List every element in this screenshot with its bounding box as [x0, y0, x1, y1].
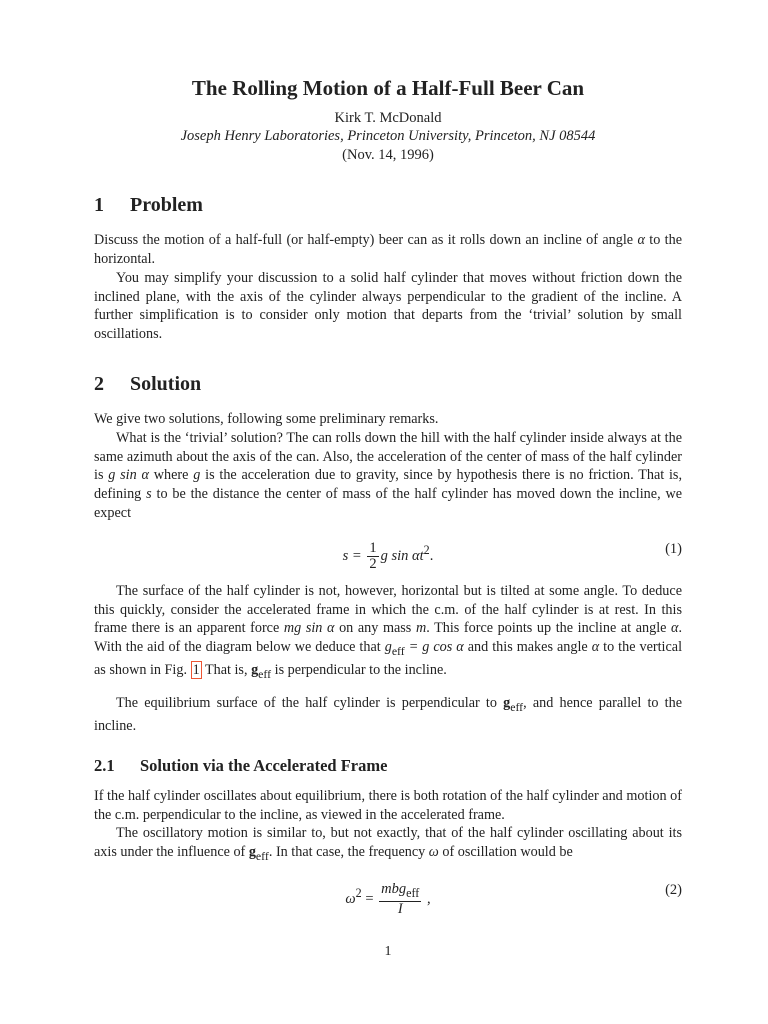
- paragraph-trivial-solution: [94, 429, 682, 523]
- equation-body: [94, 882, 682, 917]
- text-run: of oscillation would be: [442, 843, 573, 860]
- math-symbol: g: [193, 467, 201, 484]
- equals-sign: =: [361, 890, 374, 907]
- paragraph-solution-intro: We give two solutions, following some preliminary remarks.: [94, 411, 439, 427]
- section-title: Problem: [130, 194, 203, 216]
- paper-date: (Nov. 14, 1996): [342, 147, 434, 163]
- subscript: eff: [258, 666, 272, 681]
- fraction-numerator: 1: [369, 540, 377, 556]
- paper-title: The Rolling Motion of a Half-Full Beer Can: [191, 76, 585, 100]
- text-run: The surface of the half cylinder is not, however, horizontal but is tilted at some angle. To deduce this quickly, consider the accelerated frame in which the c.m. of the half cylinder is at rest. In this frame there is an apparent force: [94, 583, 682, 637]
- text-run: What is the ‘trivial’ solution? The can rolls down the hill with the half cylinder inside always at the same azimuth about the axis of the can. Also, the acceleration of the center of mass of the half cylinder is: [94, 430, 682, 484]
- paper-page: [94, 0, 682, 1024]
- text-run: is the acceleration due to gravity, since by hypothesis there is no friction. That is, defining: [94, 467, 682, 503]
- paragraph-oscillation: If the half cylinder oscillates about equilibrium, there is both rotation of the half cylinder and motion of the c.m. perpendicular to the incline, as viewed in the accelerated frame.: [94, 788, 682, 823]
- fraction-denominator: I: [397, 900, 403, 917]
- equation-lhs: s =: [342, 547, 362, 564]
- equation-1: [94, 531, 682, 571]
- equation-tail: .: [429, 547, 434, 564]
- subscript: eff: [510, 699, 524, 714]
- equation-number: (1): [665, 541, 682, 557]
- equation-tail: ,: [423, 890, 431, 907]
- author-name: Kirk T. McDonald: [334, 110, 442, 126]
- math-symbol: ω: [428, 843, 439, 860]
- page-number: 1: [384, 944, 392, 959]
- text-run: . With the aid of the diagram below we deduce that: [94, 620, 683, 656]
- section-heading-solution: [94, 373, 201, 396]
- text-run: to the vertical as shown in Fig.: [94, 639, 683, 678]
- math-symbol: s: [146, 486, 152, 503]
- figure-reference-link[interactable]: 1: [192, 661, 200, 678]
- section-title: Solution: [130, 373, 202, 395]
- math-symbol: g: [384, 639, 392, 656]
- math-symbol: α: [637, 232, 645, 248]
- subscript: eff: [255, 848, 269, 863]
- text-run: The equilibrium surface of the half cylinder is perpendicular to: [116, 695, 497, 711]
- text-run: The oscillatory motion is similar to, but not exactly, that of the half cylinder oscillating about its axis under the influence of: [94, 825, 682, 860]
- math-symbol: α: [591, 639, 600, 656]
- math-symbol: g sin α: [108, 467, 149, 484]
- fraction: [367, 541, 378, 572]
- paragraph-oscillatory-motion: [94, 824, 682, 865]
- text-run: and this makes angle: [467, 639, 588, 656]
- text-run: , and hence parallel to the incline.: [94, 695, 682, 734]
- math-symbol: mg sin α: [283, 620, 335, 637]
- math-symbol: = g cos α: [404, 639, 464, 656]
- paragraph-problem-2: You may simplify your discussion to a solid half cylinder that moves without friction down the inclined plane, with the axis of the cylinder always perpendicular to the gradient of the incline. A further simplification is to consider only motion that departs from the ‘trivial’ solution by small oscillations.: [94, 270, 682, 343]
- superscript: 2: [355, 885, 362, 900]
- superscript: 2: [423, 543, 430, 557]
- text-run: is perpendicular to the incline.: [274, 661, 447, 678]
- math-symbol: m: [415, 620, 427, 637]
- text-run: Discuss the motion of a half-full (or half-empty) beer can as it rolls down an incline of angle: [94, 232, 634, 248]
- section-heading-problem: [94, 194, 203, 217]
- subscript: eff: [391, 643, 405, 658]
- equation-lhs: ω: [345, 890, 356, 907]
- math-symbol: α: [671, 620, 679, 637]
- equation-number: (2): [665, 882, 682, 898]
- subscript: eff: [406, 885, 420, 900]
- fraction: [379, 882, 421, 917]
- subsection-title: Solution via the Accelerated Frame: [140, 756, 388, 775]
- author-affiliation: Joseph Henry Laboratories, Princeton University, Princeton, NJ 08544: [180, 128, 596, 144]
- paragraph-tilted-surface: [94, 582, 682, 683]
- equation-rhs: g sin αt: [380, 547, 424, 564]
- equation-2: [94, 872, 682, 917]
- text-run: to the horizontal.: [94, 232, 683, 267]
- text-run: . In that case, the frequency: [268, 843, 426, 860]
- subsection-heading-accelerated-frame: [94, 756, 387, 776]
- fraction-numerator: [379, 882, 421, 902]
- text-run: . This force points up the incline at angle: [426, 620, 667, 637]
- math-symbol: g: [503, 695, 511, 711]
- equation-body: [94, 541, 682, 572]
- text-run: where: [153, 467, 189, 484]
- fraction-denominator: 2: [369, 556, 377, 572]
- text-run: on any mass: [339, 620, 412, 637]
- math-symbol: g: [248, 843, 256, 860]
- math-symbol: g: [251, 661, 259, 678]
- numerator-text: mbg: [381, 881, 407, 897]
- text-run: to be the distance the center of mass of the half cylinder has moved down the incline, we expect: [94, 486, 682, 521]
- subsection-number: 2.1: [94, 756, 115, 775]
- paragraph-problem-1: [94, 231, 682, 268]
- section-number: 2: [94, 373, 104, 395]
- section-number: 1: [94, 194, 104, 216]
- text-run: That is,: [201, 661, 248, 678]
- paragraph-equilibrium-surface: [94, 694, 682, 735]
